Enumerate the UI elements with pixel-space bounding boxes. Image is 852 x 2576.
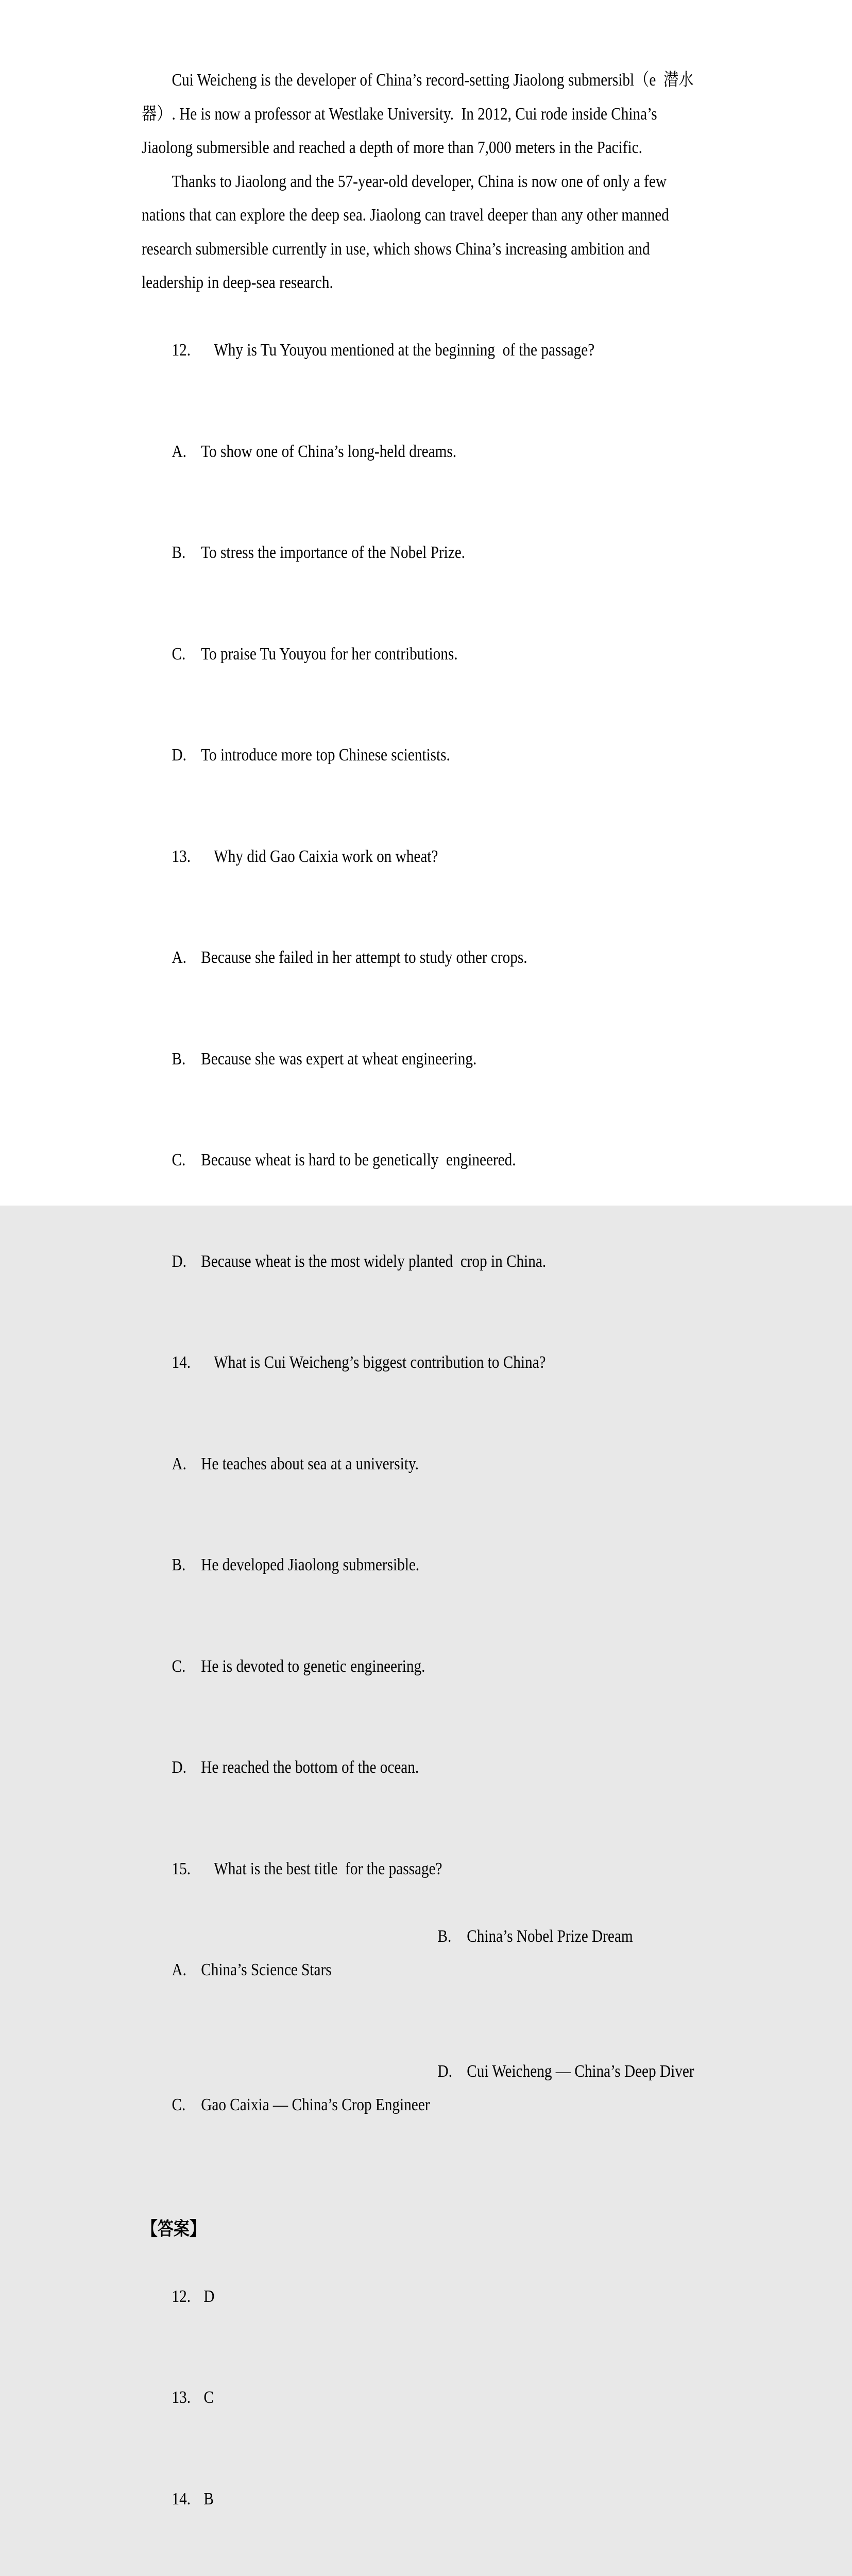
answer-line [142,2347,691,2449]
option-label: D. [437,2055,467,2089]
question-line [142,300,691,401]
answer-letter: C [203,2388,214,2407]
option-text: He reached the bottom of the ocean. [201,1758,419,1777]
question-line [142,1818,691,1920]
option-cell [172,2095,430,2114]
option-row [142,1110,691,1211]
passage-paragraph-2 [142,165,780,300]
question-12 [142,300,780,806]
passage-line: leadership in deep-sea research. [142,266,691,300]
option-text: To stress the importance of the Nobel Prize. [201,543,465,562]
question-15 [142,1818,780,2190]
question-13 [142,806,780,1312]
option-text: Because she was expert at wheat engineering. [201,1049,476,1069]
option-cell [437,1920,633,1954]
question-number: 14. [172,1346,214,1380]
option-text: He is devoted to genetic engineering. [201,1657,425,1676]
option-text: He developed Jiaolong submersible. [201,1555,419,1574]
option-label: B. [172,1042,201,1076]
passage-line: nations that can explore the deep sea. Jiaolong can travel deeper than any other manned [142,198,691,232]
answer-line [142,2550,691,2576]
option-text: He teaches about sea at a university. [201,1454,419,1473]
option-text: To praise Tu Youyou for her contributions. [201,645,457,664]
option-label: A. [172,941,201,975]
question-line [142,1312,691,1414]
option-label: D. [172,1751,201,1785]
option-label: B. [437,1920,467,1954]
passage-line: Thanks to Jiaolong and the 57-year-old developer, China is now one of only a few [142,165,691,199]
option-label: C. [172,2088,201,2122]
option-row [142,502,691,604]
answer-line [142,2448,691,2550]
answers-header: 【答案】 [142,2212,691,2246]
question-text: What is the best title for the passage? [214,1859,442,1878]
option-row [142,1717,691,1819]
document-content [142,63,780,2576]
option-row [142,705,691,806]
option-row [142,603,691,705]
option-text: To show one of China’s long-held dreams. [201,442,456,461]
option-row [142,2055,691,2190]
option-text: Because wheat is the most widely planted crop in China. [201,1252,546,1271]
option-row [142,907,691,1009]
option-label: D. [172,1245,201,1279]
option-label: A. [172,1953,201,1987]
option-row [142,1413,691,1515]
option-row [142,1008,691,1110]
option-cell [437,2055,694,2089]
answer-number: 13. [172,2381,203,2415]
answer-line [142,2246,691,2347]
option-text: China’s Nobel Prize Dream [467,1927,633,1946]
option-text: Cui Weicheng — China’s Deep Diver [467,2062,694,2081]
option-row [142,1515,691,1616]
question-number: 12. [172,333,214,367]
question-number: 15. [172,1852,214,1886]
option-row [142,401,691,502]
option-label: C. [172,1143,201,1177]
answer-section [142,2212,780,2576]
answer-number: 14. [172,2482,203,2516]
option-label: C. [172,1650,201,1684]
option-cell [172,1960,331,1979]
passage-line: research submersible currently in use, which shows China’s increasing ambition and [142,232,691,266]
question-text: Why is Tu Youyou mentioned at the beginning of the passage? [214,341,594,360]
document-page [0,0,852,1206]
answer-number: 12. [172,2280,203,2314]
option-label: D. [172,738,201,772]
passage-paragraph-1 [142,63,780,165]
question-text: Why did Gao Caixia work on wheat? [214,847,438,866]
option-text: To introduce more top Chinese scientists. [201,745,450,765]
answer-letter: B [203,2489,214,2509]
option-text: Because she failed in her attempt to study other crops. [201,948,527,967]
option-label: A. [172,1447,201,1481]
option-row [142,1211,691,1312]
passage-line: 器）. He is now a professor at Westlake University. In 2012, Cui rode inside China’s [142,97,691,131]
question-text: What is Cui Weicheng’s biggest contribution to China? [214,1353,546,1372]
option-row [142,1920,691,2055]
question-number: 13. [172,840,214,874]
option-row [142,1616,691,1717]
passage-line: Cui Weicheng is the developer of China’s record-setting Jiaolong submersibl（e 潜水 [142,63,691,97]
option-text: Gao Caixia — China’s Crop Engineer [201,2095,430,2114]
option-label: C. [172,637,201,671]
answer-letter: D [203,2287,214,2306]
option-text: China’s Science Stars [201,1960,331,1979]
question-14 [142,1312,780,1819]
question-line [142,806,691,907]
option-label: B. [172,536,201,570]
option-label: B. [172,1548,201,1582]
option-label: A. [172,435,201,469]
passage-line: Jiaolong submersible and reached a depth of more than 7,000 meters in the Pacific. [142,131,691,165]
option-text: Because wheat is hard to be genetically engineered. [201,1150,516,1170]
